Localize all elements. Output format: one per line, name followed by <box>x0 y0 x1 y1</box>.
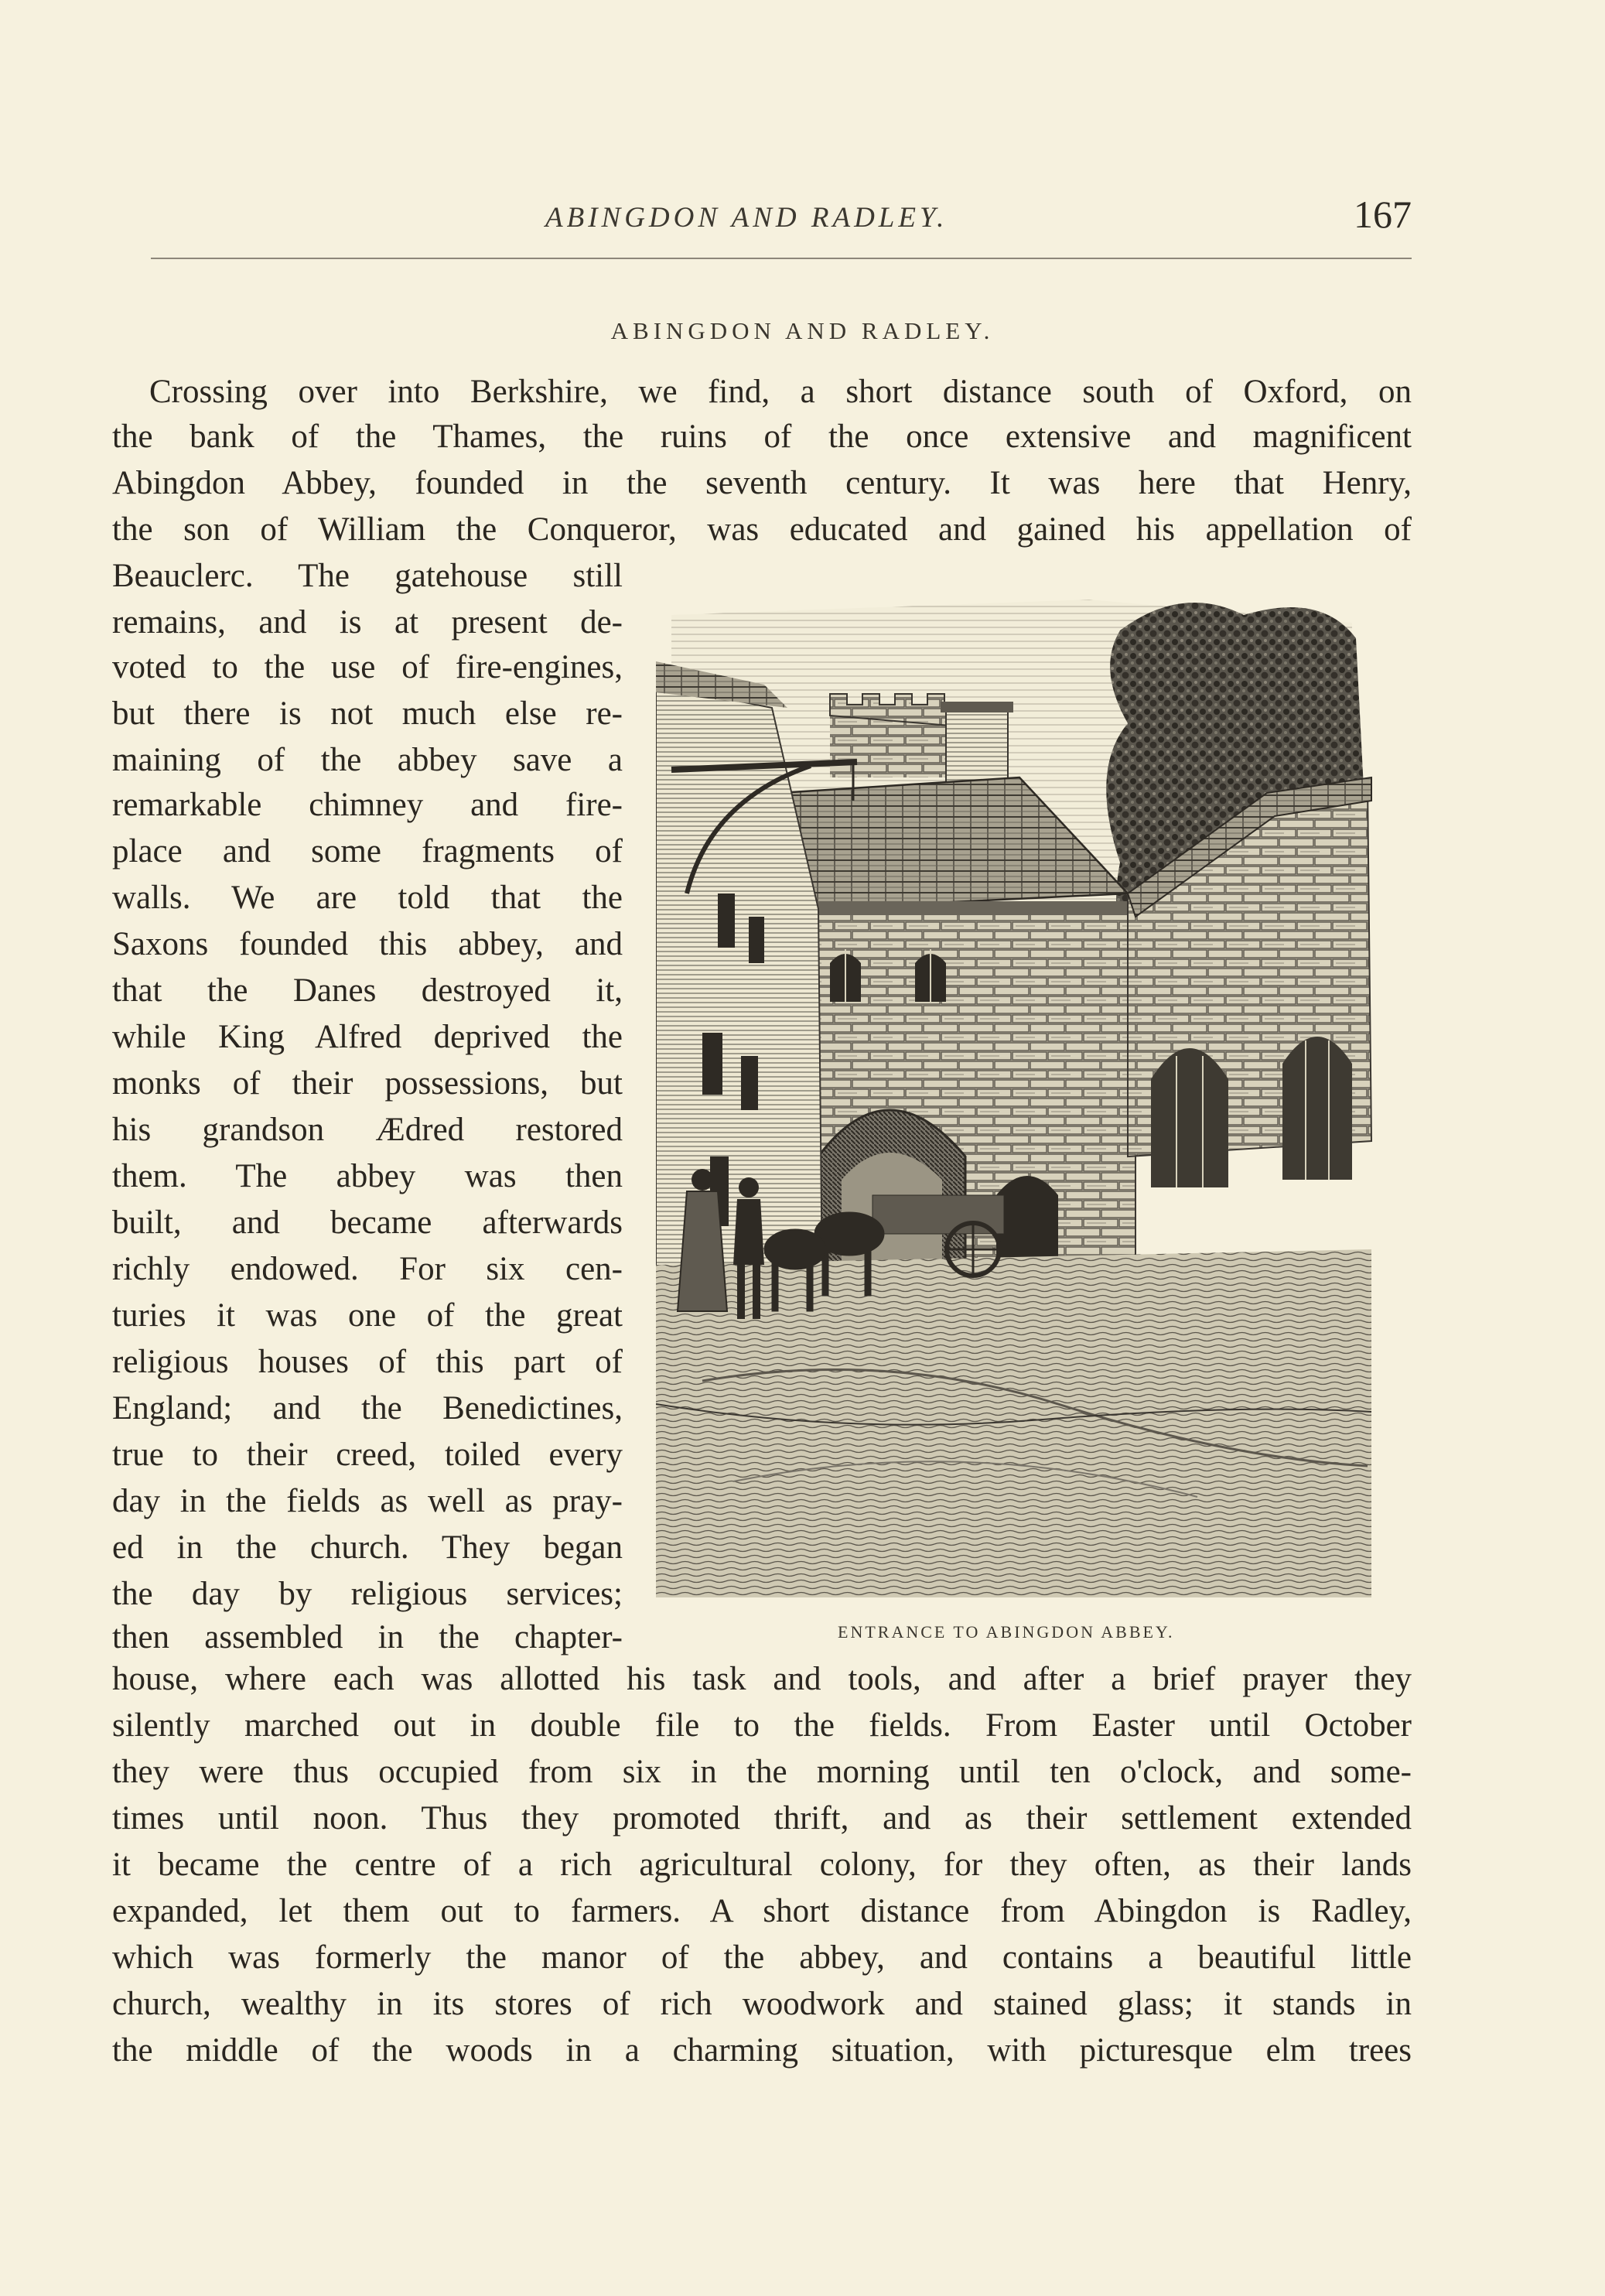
page-number: 167 <box>1354 193 1412 236</box>
text-line: remarkable chimney and fire- <box>112 787 623 823</box>
text-line: voted to the use of fire-engines, <box>112 649 623 685</box>
text-line: his grandson Ædred restored <box>112 1112 623 1148</box>
text-line: it became the centre of a rich agricultural colony, for they often, as their lands <box>112 1847 1412 1883</box>
text-line: the day by religious services; <box>112 1576 623 1612</box>
running-head-title: ABINGDON AND RADLEY. <box>545 202 948 234</box>
text-line: the son of William the Conqueror, was educated and gained his appellation of <box>112 511 1412 548</box>
text-line: that the Danes destroyed it, <box>112 972 623 1009</box>
text-line: silently marched out in double file to the fields. From Easter until October <box>112 1707 1412 1744</box>
text-line: place and some fragments of <box>112 833 623 870</box>
header-rule <box>151 258 1412 259</box>
text-line: which was formerly the manor of the abbey, and contains a beautiful little <box>112 1939 1412 1976</box>
section-title: ABINGDON AND RADLEY. <box>610 317 995 344</box>
text-line: Abingdon Abbey, founded in the seventh century. It was here that Henry, <box>112 465 1412 501</box>
text-line: maining of the abbey save a <box>112 742 623 778</box>
text-line: they were thus occupied from six in the morning until ten o'clock, and some- <box>112 1754 1412 1790</box>
text-line: religious houses of this part of <box>112 1344 623 1380</box>
text-line: day in the fields as well as pray- <box>112 1483 623 1519</box>
abbey-engraving <box>656 569 1406 1597</box>
text-line: true to their creed, toiled every <box>112 1437 623 1473</box>
text-line: monks of their possessions, but <box>112 1065 623 1102</box>
text-line: them. The abbey was then <box>112 1158 623 1194</box>
text-line: the bank of the Thames, the ruins of the once extensive and magnificent <box>112 419 1412 455</box>
text-line: expanded, let them out to farmers. A short distance from Abingdon is Radley, <box>112 1893 1412 1929</box>
text-line: but there is not much else re- <box>112 695 623 732</box>
text-line: house, where each was allotted his task and tools, and after a brief prayer they <box>112 1661 1412 1697</box>
text-line: remains, and is at present de- <box>112 604 623 641</box>
text-line: then assembled in the chapter- <box>112 1619 623 1655</box>
abbey-gatehouse-illustration <box>656 569 1406 1597</box>
text-line: the middle of the woods in a charming situation, with picturesque elm trees <box>112 2032 1412 2069</box>
text-line: built, and became afterwards <box>112 1204 623 1241</box>
figure-caption: ENTRANCE TO ABINGDON ABBEY. <box>838 1622 1175 1642</box>
text-line: church, wealthy in its stores of rich woodwork and stained glass; it stands in <box>112 1986 1412 2022</box>
text-line: Saxons founded this abbey, and <box>112 926 623 962</box>
text-line: England; and the Benedictines, <box>112 1390 623 1426</box>
text-line: while King Alfred deprived the <box>112 1019 623 1055</box>
text-line: walls. We are told that the <box>112 880 623 916</box>
text-line: times until noon. Thus they promoted thrift, and as their settlement extended <box>112 1800 1412 1836</box>
running-head <box>155 192 1412 246</box>
text-line: Crossing over into Berkshire, we find, a short distance south of Oxford, on <box>149 374 1412 410</box>
text-line: ed in the church. They began <box>112 1529 623 1566</box>
text-line: Beauclerc. The gatehouse still <box>112 558 623 594</box>
text-line: richly endowed. For six cen- <box>112 1251 623 1287</box>
text-line: turies it was one of the great <box>112 1297 623 1334</box>
